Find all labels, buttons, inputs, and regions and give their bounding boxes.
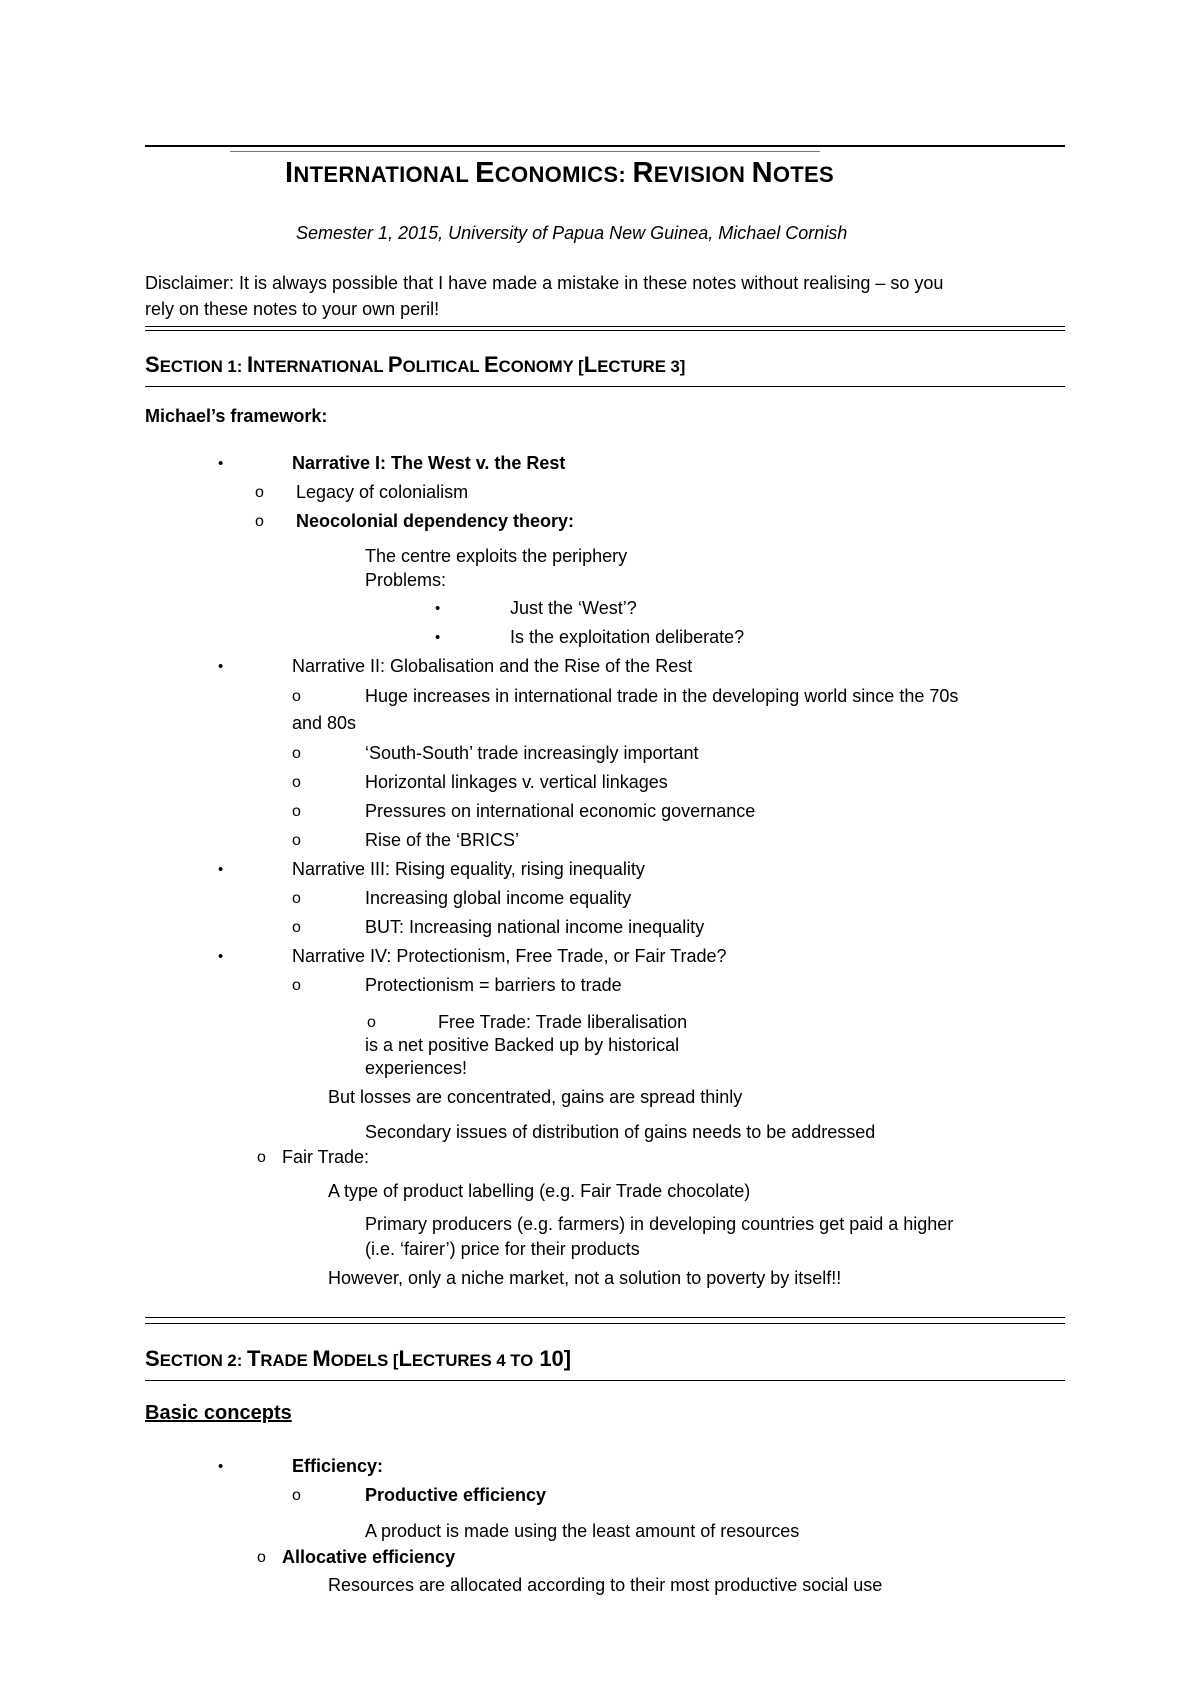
narrative-4-title: Narrative IV: Protectionism, Free Trade, or Fair Trade? (292, 946, 727, 966)
section-1-heading: SECTION 1: INTERNATIONAL POLITICAL ECONOMY [LECTURE 3] (145, 352, 686, 377)
narrative-3-item-1: Increasing global income equality (365, 888, 632, 908)
free-trade-line-3: experiences! (365, 1058, 468, 1078)
section-2-divider-2 (145, 1323, 1065, 1324)
narrative-1-item-2: Neocolonial dependency theory: (296, 511, 575, 531)
bullet-icon: • (218, 455, 224, 472)
narrative-2-item-4: Pressures on international economic governance (365, 801, 756, 821)
fair-trade-line-1: A type of product labelling (e.g. Fair Trade chocolate) (328, 1181, 751, 1201)
narrative-1-title: Narrative I: The West v. the Rest (292, 453, 566, 473)
problem-1: Just the ‘West’? (510, 598, 637, 618)
document-subtitle: Semester 1, 2015, University of Papua New Guinea, Michael Cornish (296, 223, 848, 243)
losses-line: But losses are concentrated, gains are spread thinly (328, 1087, 743, 1107)
sub-bullet-icon: o (292, 803, 301, 820)
disclaimer-line-2: rely on these notes to your own peril! (145, 299, 440, 319)
narrative-3-item-2: BUT: Increasing national income inequality (365, 917, 705, 937)
section-2-rule (145, 1380, 1065, 1381)
narrative-2-item-1-line-2: and 80s (292, 713, 357, 733)
fair-trade-item: Fair Trade: (282, 1147, 370, 1167)
disclaimer-line-1: Disclaimer: It is always possible that I have made a mistake in these notes without realising – so you (145, 273, 944, 293)
bullet-icon: • (435, 629, 441, 646)
sub-bullet-icon: o (292, 745, 301, 762)
fair-trade-line-3: (i.e. ‘fairer’) price for their products (365, 1239, 640, 1259)
bullet-icon: • (218, 658, 224, 675)
narrative-1-line-1: The centre exploits the periphery (365, 546, 628, 566)
sub-bullet-icon: o (292, 919, 301, 936)
sub-bullet-icon: o (292, 977, 301, 994)
sub-bullet-icon: o (292, 1487, 301, 1504)
narrative-2-title: Narrative II: Globalisation and the Rise of the Rest (292, 656, 693, 676)
productive-efficiency-definition: A product is made using the least amount of resources (365, 1521, 800, 1541)
secondary-issues-line: Secondary issues of distribution of gains needs to be addressed (365, 1122, 876, 1142)
narrative-3-title: Narrative III: Rising equality, rising inequality (292, 859, 645, 879)
narrative-1-item-1: Legacy of colonialism (296, 482, 469, 502)
bullet-icon: • (218, 1458, 224, 1475)
basic-concepts-heading: Basic concepts (145, 1402, 292, 1424)
narrative-2-item-1-line-1: Huge increases in international trade in the developing world since the 70s (365, 686, 959, 706)
top-rule (145, 145, 1065, 147)
sub-bullet-icon: o (292, 774, 301, 791)
narrative-2-item-3: Horizontal linkages v. vertical linkages (365, 772, 668, 792)
sub-bullet-icon: o (255, 484, 264, 501)
section-1-rule (145, 386, 1065, 387)
efficiency-label: Efficiency: (292, 1456, 384, 1476)
document-title: INTERNATIONAL ECONOMICS: REVISION NOTES (285, 157, 835, 189)
framework-label: Michael’s framework: (145, 406, 328, 426)
narrative-4-item-1: Protectionism = barriers to trade (365, 975, 622, 995)
bullet-icon: • (218, 861, 224, 878)
fair-trade-line-4: However, only a niche market, not a solution to poverty by itself!! (328, 1268, 842, 1288)
free-trade-line-2: is a net positive Backed up by historical (365, 1035, 680, 1055)
fair-trade-line-2: Primary producers (e.g. farmers) in developing countries get paid a higher (365, 1214, 954, 1234)
narrative-2-item-2: ‘South-South’ trade increasingly important (365, 743, 699, 763)
sub-bullet-icon: o (292, 688, 301, 705)
narrative-2-item-5: Rise of the ‘BRICS’ (365, 830, 520, 850)
sub-bullet-icon: o (257, 1549, 266, 1566)
disclaimer-rule-2 (145, 330, 1065, 331)
sub-bullet-icon: o (292, 832, 301, 849)
section-2-heading: SECTION 2: TRADE MODELS [LECTURES 4 TO 10] (145, 1346, 572, 1371)
allocative-efficiency-definition: Resources are allocated according to their most productive social use (328, 1575, 883, 1595)
sub-bullet-icon: o (255, 513, 264, 530)
section-2-divider-1 (145, 1317, 1065, 1318)
sub-bullet-icon: o (257, 1149, 266, 1166)
disclaimer-rule-1 (145, 326, 1065, 327)
bullet-icon: • (435, 600, 441, 617)
top-rule-inner (230, 151, 820, 152)
allocative-efficiency-label: Allocative efficiency (282, 1547, 456, 1567)
problem-2: Is the exploitation deliberate? (510, 627, 745, 647)
productive-efficiency-label: Productive efficiency (365, 1485, 547, 1505)
bullet-icon: • (218, 948, 224, 965)
sub-bullet-icon: o (292, 890, 301, 907)
narrative-1-line-2: Problems: (365, 570, 447, 590)
sub-bullet-icon: o (367, 1014, 376, 1031)
free-trade-line-1: Free Trade: Trade liberalisation (438, 1012, 688, 1032)
